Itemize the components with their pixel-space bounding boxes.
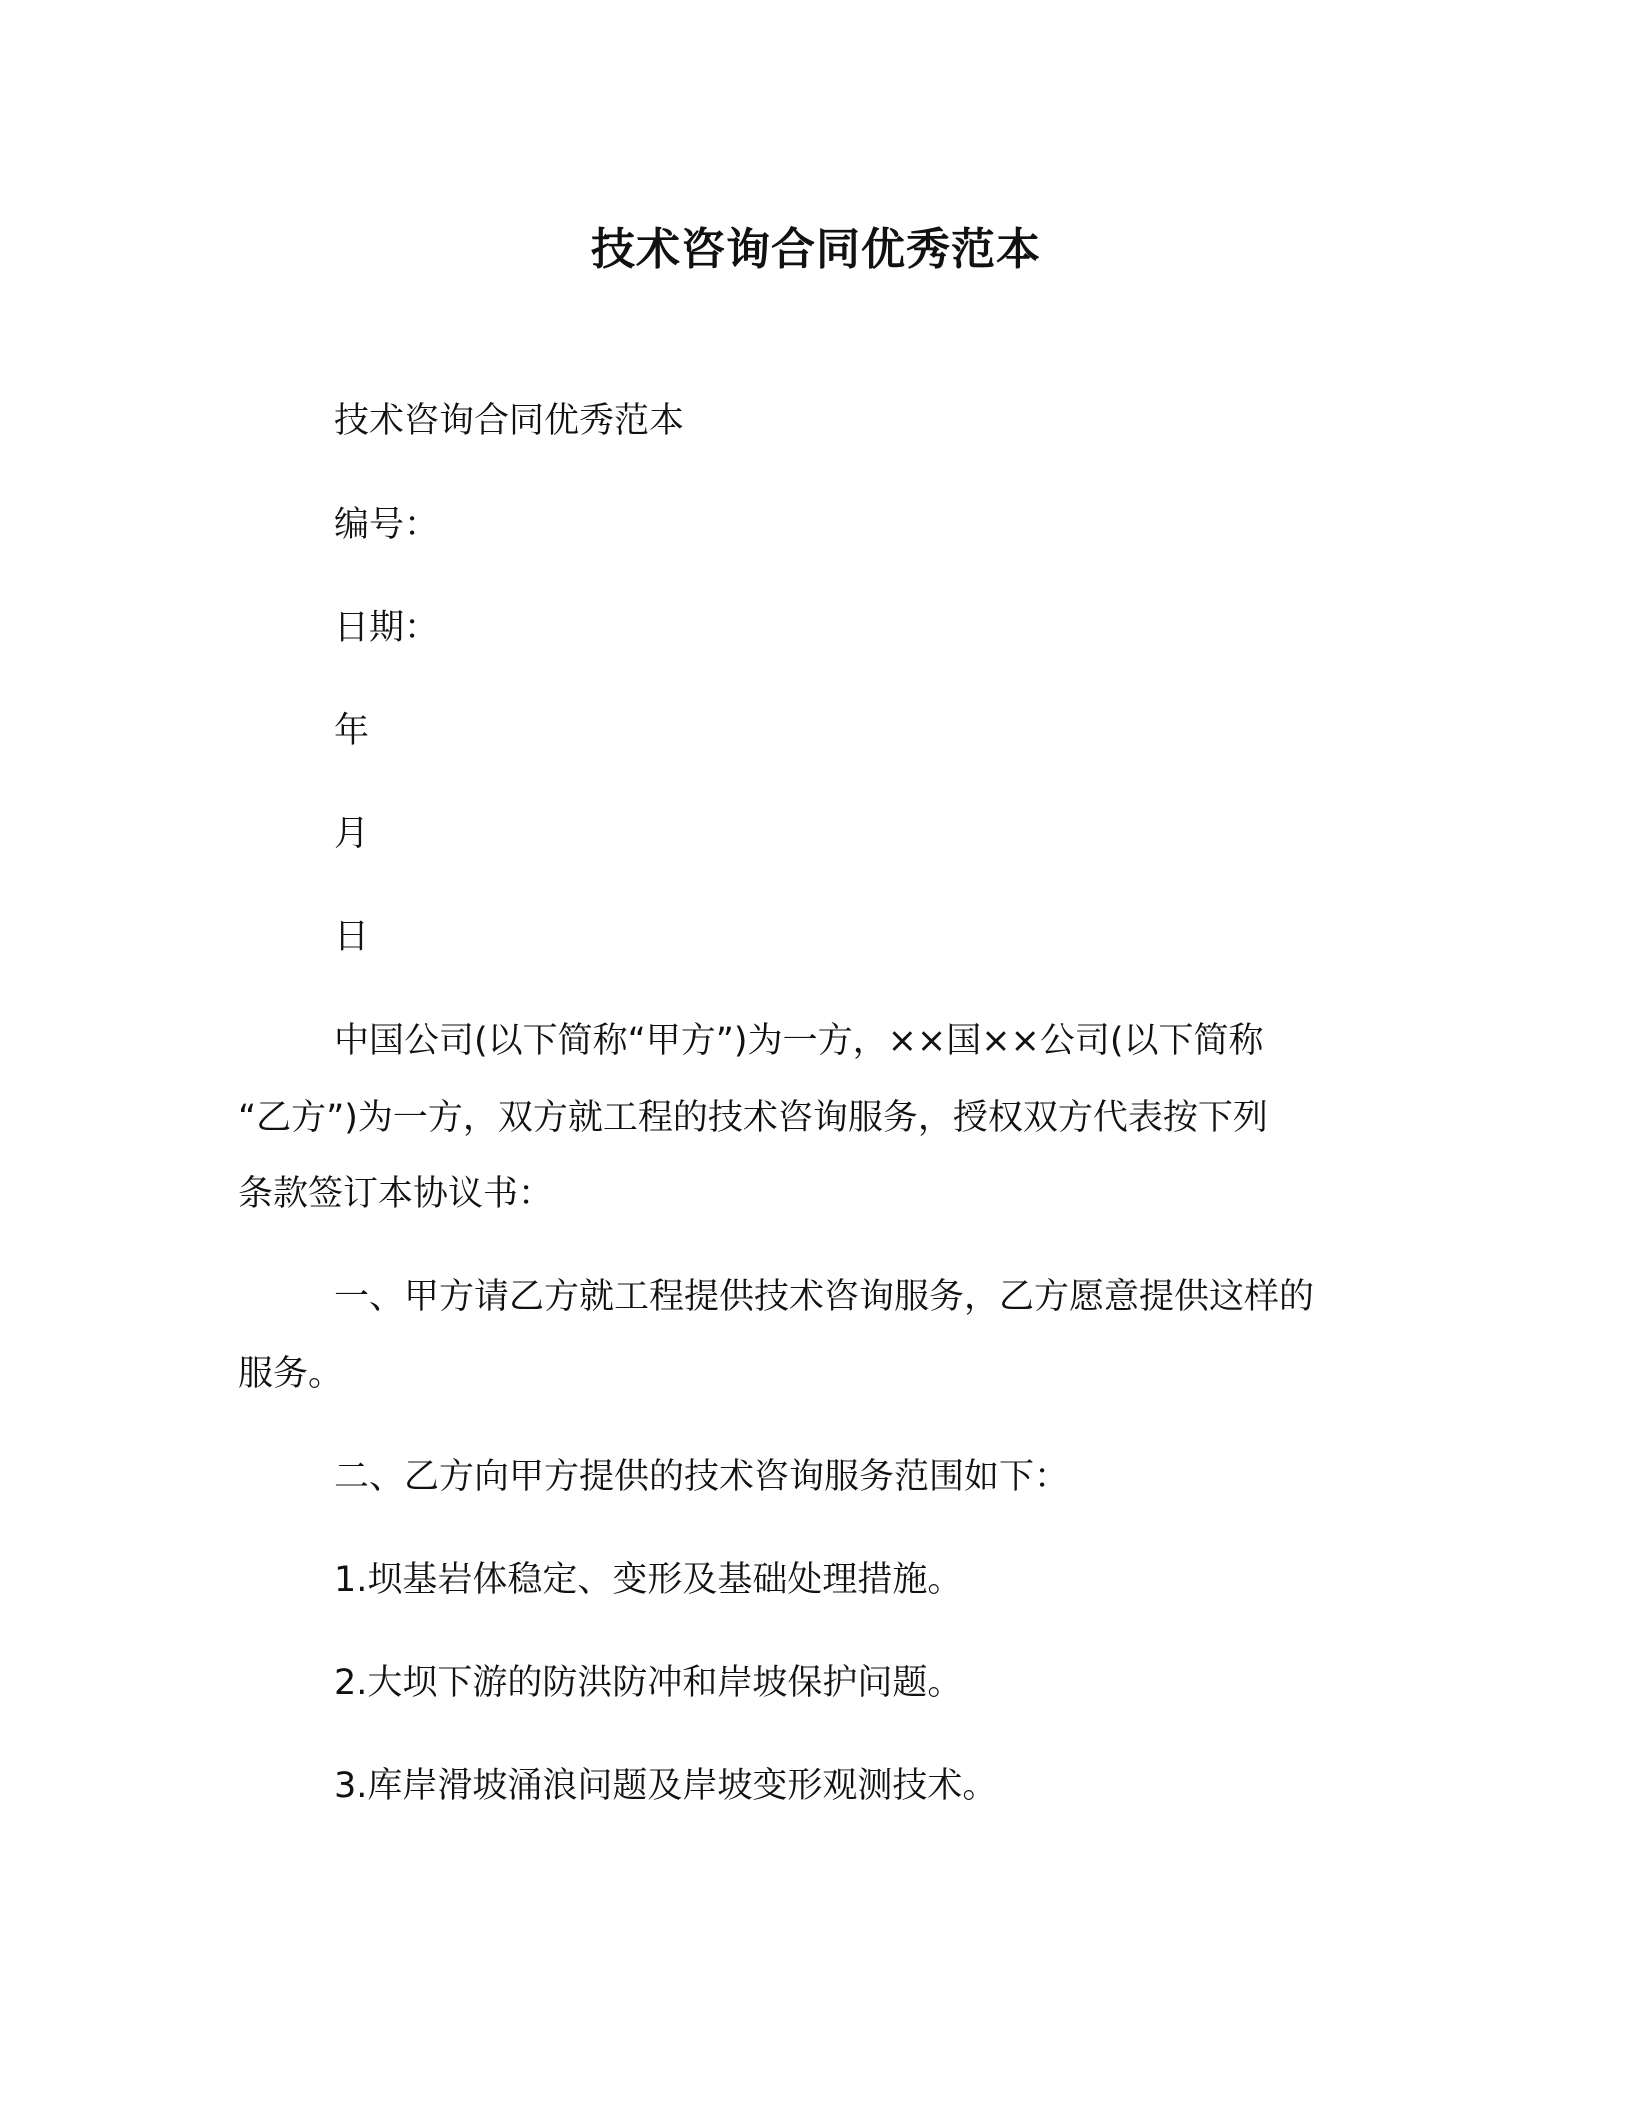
date-label: 日期：	[334, 608, 440, 648]
clause-1-line-1: 一、甲方请乙方就工程提供技术咨询服务，乙方愿意提供这样的	[334, 1277, 1315, 1317]
number-label: 编号：	[334, 505, 440, 545]
preamble-line-3: 条款签订本协议书：	[238, 1174, 554, 1214]
clause-2-heading: 二、乙方向甲方提供的技术咨询服务范围如下：	[334, 1457, 1070, 1497]
clause-1-line-2: 服务。	[238, 1354, 344, 1394]
month-label: 月	[334, 814, 370, 854]
list-item: 3.库岸滑坡涌浪问题及岸坡变形观测技术。	[334, 1766, 998, 1806]
preamble-line-2: “乙方”)为一方，双方就工程的技术咨询服务，授权双方代表按下列	[238, 1098, 1268, 1138]
document-title: 技术咨询合同优秀范本	[591, 224, 1041, 275]
year-label: 年	[334, 711, 370, 751]
document-subtitle: 技术咨询合同优秀范本	[334, 401, 685, 441]
day-label: 日	[334, 917, 370, 957]
list-item: 2.大坝下游的防洪防冲和岸坡保护问题。	[334, 1663, 963, 1703]
list-item: 1.坝基岩体稳定、变形及基础处理措施。	[334, 1560, 963, 1600]
preamble-line-1: 中国公司(以下简称“甲方”)为一方，××国××公司(以下简称	[334, 1021, 1264, 1061]
